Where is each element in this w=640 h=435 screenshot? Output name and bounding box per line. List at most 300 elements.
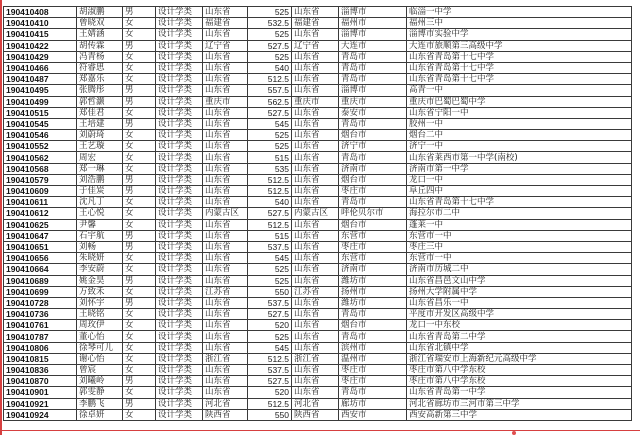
score-cell: 532.5 (248, 18, 292, 29)
student-id-cell: 190410651 (4, 241, 77, 252)
score-cell: 525 (248, 51, 292, 62)
name-cell: 刘畅 (77, 241, 123, 252)
gender-cell: 女 (123, 141, 156, 152)
gender-cell: 女 (123, 74, 156, 85)
student-id-cell: 190410422 (4, 40, 77, 51)
admit-province-cell: 陕西省 (292, 409, 339, 420)
table-row (4, 320, 632, 331)
admit-province-cell: 山东省 (292, 342, 339, 353)
province-cell: 内蒙古区 (203, 208, 248, 219)
province-cell: 山东省 (203, 29, 248, 40)
table-row (4, 163, 632, 174)
table-row (4, 96, 632, 107)
major-cell: 设计学类 (156, 18, 203, 29)
major-cell: 设计学类 (156, 331, 203, 342)
city-cell: 青岛市 (339, 74, 407, 85)
school-cell: 枣庄三中 (407, 241, 632, 252)
province-cell: 山东省 (203, 365, 248, 376)
gender-cell: 男 (123, 230, 156, 241)
score-cell: 512.5 (248, 353, 292, 364)
gender-cell: 女 (123, 387, 156, 398)
province-cell: 辽宁省 (203, 40, 248, 51)
table-row (4, 275, 632, 286)
major-cell: 设计学类 (156, 197, 203, 208)
major-cell: 设计学类 (156, 342, 203, 353)
province-cell: 山东省 (203, 241, 248, 252)
school-cell: 蓬莱一中 (407, 219, 632, 230)
student-id-cell: 190410625 (4, 219, 77, 230)
score-cell: 535 (248, 163, 292, 174)
major-cell: 设计学类 (156, 297, 203, 308)
city-cell: 枣庄市 (339, 186, 407, 197)
name-cell: 谢心怡 (77, 353, 123, 364)
major-cell: 设计学类 (156, 96, 203, 107)
score-cell: 515 (248, 152, 292, 163)
table-row (4, 331, 632, 342)
table-row (4, 365, 632, 376)
city-cell: 青岛市 (339, 51, 407, 62)
student-id-cell: 190410806 (4, 342, 77, 353)
school-cell: 山东省青岛第十七中学 (407, 197, 632, 208)
name-cell: 刘蔚琦 (77, 130, 123, 141)
city-cell: 大连市 (339, 40, 407, 51)
province-cell: 山东省 (203, 74, 248, 85)
name-cell: 曾宸 (77, 365, 123, 376)
score-cell: 527.5 (248, 208, 292, 219)
student-id-cell: 190410736 (4, 309, 77, 320)
name-cell: 刘怀宇 (77, 297, 123, 308)
score-cell: 525 (248, 130, 292, 141)
major-cell: 设计学类 (156, 241, 203, 252)
school-cell: 烟台二中 (407, 130, 632, 141)
province-cell: 山东省 (203, 376, 248, 387)
school-cell: 山东省青岛第十七中学 (407, 51, 632, 62)
name-cell: 张腾彤 (77, 85, 123, 96)
name-cell: 王婧涵 (77, 29, 123, 40)
city-cell: 枣庄市 (339, 241, 407, 252)
major-cell: 设计学类 (156, 130, 203, 141)
student-id-cell: 190410552 (4, 141, 77, 152)
school-cell: 河北省廊坊市三河市第三中学 (407, 398, 632, 409)
admit-province-cell: 山东省 (292, 118, 339, 129)
school-cell: 阜丘四中 (407, 186, 632, 197)
student-id-cell: 190410546 (4, 130, 77, 141)
province-cell: 山东省 (203, 51, 248, 62)
name-cell: 胡淑鹏 (77, 7, 123, 18)
table-row (4, 141, 632, 152)
city-cell: 青岛市 (339, 62, 407, 73)
province-cell: 山东省 (203, 174, 248, 185)
student-id-cell: 190410579 (4, 174, 77, 185)
major-cell: 设计学类 (156, 174, 203, 185)
city-cell: 济南市 (339, 163, 407, 174)
city-cell: 淄博市 (339, 29, 407, 40)
table-row (4, 230, 632, 241)
school-cell: 山东省青岛第十七中学 (407, 62, 632, 73)
student-id-cell: 190410728 (4, 297, 77, 308)
name-cell: 周宏 (77, 152, 123, 163)
province-cell: 山东省 (203, 219, 248, 230)
gender-cell: 女 (123, 208, 156, 219)
name-cell: 万致禾 (77, 286, 123, 297)
school-cell: 浙江省瑞安市上海新纪元高级中学 (407, 353, 632, 364)
city-cell: 济宁市 (339, 141, 407, 152)
admit-province-cell: 山东省 (292, 85, 339, 96)
admit-province-cell: 山东省 (292, 163, 339, 174)
student-id-cell: 190410612 (4, 208, 77, 219)
table-row (4, 208, 632, 219)
school-cell: 龙口一中 (407, 174, 632, 185)
gender-cell: 女 (123, 18, 156, 29)
table-row (4, 309, 632, 320)
student-id-cell: 190410408 (4, 7, 77, 18)
student-id-cell: 190410689 (4, 275, 77, 286)
gender-cell: 女 (123, 286, 156, 297)
gender-cell: 男 (123, 118, 156, 129)
name-cell: 冯青杨 (77, 51, 123, 62)
city-cell: 青岛市 (339, 331, 407, 342)
school-cell: 枣庄市第八中学东校 (407, 365, 632, 376)
school-cell: 大连市旅顺第三高级中学 (407, 40, 632, 51)
admit-province-cell: 重庆市 (292, 96, 339, 107)
admit-province-cell: 内蒙古区 (292, 208, 339, 219)
score-cell: 557.5 (248, 85, 292, 96)
school-cell: 山东省青岛第二中学 (407, 331, 632, 342)
table-row (4, 74, 632, 85)
province-cell: 山东省 (203, 152, 248, 163)
major-cell: 设计学类 (156, 163, 203, 174)
major-cell: 设计学类 (156, 376, 203, 387)
gender-cell: 男 (123, 275, 156, 286)
table-row (4, 118, 632, 129)
school-cell: 济宁一中 (407, 141, 632, 152)
major-cell: 设计学类 (156, 74, 203, 85)
city-cell: 滨州市 (339, 342, 407, 353)
score-cell: 512.5 (248, 174, 292, 185)
admit-province-cell: 山东省 (292, 275, 339, 286)
city-cell: 东营市 (339, 253, 407, 264)
name-cell: 刘曦岭 (77, 376, 123, 387)
city-cell: 烟台市 (339, 130, 407, 141)
admit-province-cell: 山东省 (292, 51, 339, 62)
name-cell: 姚金昊 (77, 275, 123, 286)
table-row (4, 219, 632, 230)
name-cell: 郑嘉乐 (77, 74, 123, 85)
school-cell: 重庆市巴蜀巴蜀中学 (407, 96, 632, 107)
name-cell: 徐琴可儿 (77, 342, 123, 353)
table-row (4, 241, 632, 252)
score-cell: 527.5 (248, 40, 292, 51)
major-cell: 设计学类 (156, 365, 203, 376)
major-cell: 设计学类 (156, 387, 203, 398)
major-cell: 设计学类 (156, 40, 203, 51)
gender-cell: 女 (123, 309, 156, 320)
gender-cell: 女 (123, 342, 156, 353)
gender-cell: 女 (123, 51, 156, 62)
admit-province-cell: 山东省 (292, 320, 339, 331)
city-cell: 西安市 (339, 409, 407, 420)
name-cell: 郭雯静 (77, 387, 123, 398)
admit-province-cell: 山东省 (292, 29, 339, 40)
school-cell: 海拉尔市二中 (407, 208, 632, 219)
gender-cell: 女 (123, 197, 156, 208)
table-row (4, 297, 632, 308)
city-cell: 青岛市 (339, 197, 407, 208)
gender-cell: 男 (123, 186, 156, 197)
name-cell: 李鹏飞 (77, 398, 123, 409)
province-cell: 山东省 (203, 163, 248, 174)
name-cell: 刘浩鹏 (77, 174, 123, 185)
city-cell: 青岛市 (339, 152, 407, 163)
score-cell: 512.5 (248, 219, 292, 230)
city-cell: 温州市 (339, 353, 407, 364)
major-cell: 设计学类 (156, 264, 203, 275)
major-cell: 设计学类 (156, 118, 203, 129)
score-cell: 525 (248, 29, 292, 40)
table-row (4, 398, 632, 409)
major-cell: 设计学类 (156, 186, 203, 197)
city-cell: 潍坊市 (339, 297, 407, 308)
province-cell: 陕西省 (203, 409, 248, 420)
score-cell: 525 (248, 331, 292, 342)
major-cell: 设计学类 (156, 29, 203, 40)
score-cell: 515 (248, 230, 292, 241)
table-row (4, 186, 632, 197)
school-cell: 扬州大学附属中学 (407, 286, 632, 297)
gender-cell: 女 (123, 152, 156, 163)
province-cell: 山东省 (203, 387, 248, 398)
name-cell: 胡传霖 (77, 40, 123, 51)
score-cell: 537.5 (248, 241, 292, 252)
school-cell: 高青一中 (407, 85, 632, 96)
city-cell: 福州市 (339, 18, 407, 29)
admit-province-cell: 山东省 (292, 219, 339, 230)
student-id-cell: 190410495 (4, 85, 77, 96)
gender-cell: 女 (123, 353, 156, 364)
admit-province-cell: 山东省 (292, 62, 339, 73)
score-cell: 520 (248, 387, 292, 398)
province-cell: 山东省 (203, 186, 248, 197)
name-cell: 周玫伊 (77, 320, 123, 331)
admit-province-cell: 山东省 (292, 331, 339, 342)
student-id-cell: 190410924 (4, 409, 77, 420)
student-id-cell: 190410901 (4, 387, 77, 398)
score-cell: 527.5 (248, 309, 292, 320)
name-cell: 王艺璇 (77, 141, 123, 152)
school-cell: 山东省昌乐一中 (407, 297, 632, 308)
name-cell: 王培建 (77, 118, 123, 129)
page-dot-mark (512, 431, 516, 435)
city-cell: 青岛市 (339, 309, 407, 320)
gender-cell: 女 (123, 320, 156, 331)
student-id-cell: 190410787 (4, 331, 77, 342)
city-cell: 呼伦贝尔市 (339, 208, 407, 219)
name-cell: 王晓铭 (77, 309, 123, 320)
province-cell: 山东省 (203, 230, 248, 241)
admit-province-cell: 山东省 (292, 309, 339, 320)
admit-province-cell: 辽宁省 (292, 40, 339, 51)
table-row (4, 197, 632, 208)
province-cell: 山东省 (203, 297, 248, 308)
gender-cell: 男 (123, 40, 156, 51)
table-row (4, 85, 632, 96)
student-id-cell: 190410568 (4, 163, 77, 174)
admit-province-cell: 山东省 (292, 376, 339, 387)
province-cell: 浙江省 (203, 353, 248, 364)
gender-cell: 女 (123, 253, 156, 264)
student-id-cell: 190410429 (4, 51, 77, 62)
gender-cell: 男 (123, 174, 156, 185)
city-cell: 青岛市 (339, 118, 407, 129)
school-cell: 山东省昌邑文山中学 (407, 275, 632, 286)
student-id-cell: 190410466 (4, 62, 77, 73)
gender-cell: 女 (123, 264, 156, 275)
score-cell: 545 (248, 118, 292, 129)
score-cell: 540 (248, 197, 292, 208)
school-cell: 平度市开发区高级中学 (407, 309, 632, 320)
school-cell: 西安高新第三中学 (407, 409, 632, 420)
student-id-cell: 190410647 (4, 230, 77, 241)
province-cell: 山东省 (203, 62, 248, 73)
table-row (4, 253, 632, 264)
school-cell: 临淄一中学 (407, 7, 632, 18)
admit-province-cell: 江苏省 (292, 286, 339, 297)
table-row (4, 286, 632, 297)
admit-province-cell: 山东省 (292, 230, 339, 241)
score-cell: 527.5 (248, 376, 292, 387)
admit-province-cell: 山东省 (292, 297, 339, 308)
name-cell: 曾晓双 (77, 18, 123, 29)
admit-province-cell: 山东省 (292, 253, 339, 264)
city-cell: 东营市 (339, 230, 407, 241)
score-cell: 537.5 (248, 365, 292, 376)
table-row (4, 174, 632, 185)
admit-province-cell: 山东省 (292, 141, 339, 152)
gender-cell: 男 (123, 96, 156, 107)
student-id-cell: 190410664 (4, 264, 77, 275)
score-cell: 512.5 (248, 398, 292, 409)
table-body (4, 7, 632, 421)
score-cell: 537.5 (248, 297, 292, 308)
province-cell: 重庆市 (203, 96, 248, 107)
score-cell: 545 (248, 253, 292, 264)
city-cell: 烟台市 (339, 320, 407, 331)
score-cell: 512.5 (248, 74, 292, 85)
city-cell: 泰安市 (339, 107, 407, 118)
school-cell: 淄博市实验中学 (407, 29, 632, 40)
gender-cell: 男 (123, 85, 156, 96)
gender-cell: 女 (123, 107, 156, 118)
city-cell: 济南市 (339, 264, 407, 275)
admit-province-cell: 山东省 (292, 152, 339, 163)
table-row (4, 264, 632, 275)
student-id-cell: 190410836 (4, 365, 77, 376)
name-cell: 符睿思 (77, 62, 123, 73)
table-row (4, 130, 632, 141)
city-cell: 淄博市 (339, 85, 407, 96)
major-cell: 设计学类 (156, 85, 203, 96)
score-cell: 525 (248, 275, 292, 286)
city-cell: 廊坊市 (339, 398, 407, 409)
gender-cell: 女 (123, 409, 156, 420)
name-cell: 于佳炭 (77, 186, 123, 197)
province-cell: 山东省 (203, 7, 248, 18)
score-cell: 525 (248, 141, 292, 152)
gender-cell: 女 (123, 365, 156, 376)
gender-cell: 女 (123, 331, 156, 342)
score-cell: 527.5 (248, 107, 292, 118)
student-id-cell: 190410609 (4, 186, 77, 197)
province-cell: 山东省 (203, 331, 248, 342)
table-row (4, 376, 632, 387)
table-row (4, 7, 632, 18)
page-left-border (0, 0, 2, 435)
province-cell: 山东省 (203, 130, 248, 141)
score-cell: 562.5 (248, 96, 292, 107)
school-cell: 山东省莱西市第一中学(南校) (407, 152, 632, 163)
major-cell: 设计学类 (156, 152, 203, 163)
province-cell: 山东省 (203, 309, 248, 320)
province-cell: 山东省 (203, 275, 248, 286)
name-cell: 石宇航 (77, 230, 123, 241)
table-row (4, 51, 632, 62)
admit-province-cell: 山东省 (292, 197, 339, 208)
student-id-cell: 190410562 (4, 152, 77, 163)
province-cell: 山东省 (203, 342, 248, 353)
province-cell: 山东省 (203, 253, 248, 264)
school-cell: 福州三中 (407, 18, 632, 29)
gender-cell: 男 (123, 297, 156, 308)
admit-province-cell: 山东省 (292, 186, 339, 197)
gender-cell: 女 (123, 219, 156, 230)
score-cell: 512.5 (248, 186, 292, 197)
score-cell: 545 (248, 342, 292, 353)
name-cell: 王心悦 (77, 208, 123, 219)
score-cell: 540 (248, 62, 292, 73)
table-row (4, 18, 632, 29)
name-cell: 徐卓妍 (77, 409, 123, 420)
major-cell: 设计学类 (156, 275, 203, 286)
gender-cell: 女 (123, 163, 156, 174)
table-row (4, 409, 632, 420)
gender-cell: 女 (123, 62, 156, 73)
student-id-cell: 190410410 (4, 18, 77, 29)
major-cell: 设计学类 (156, 309, 203, 320)
major-cell: 设计学类 (156, 409, 203, 420)
score-cell: 525 (248, 264, 292, 275)
student-id-cell: 190410656 (4, 253, 77, 264)
student-id-cell: 190410487 (4, 74, 77, 85)
table-row (4, 62, 632, 73)
city-cell: 青岛市 (339, 387, 407, 398)
admit-province-cell: 山东省 (292, 174, 339, 185)
school-cell: 东营市一中 (407, 253, 632, 264)
gender-cell: 男 (123, 398, 156, 409)
city-cell: 淄博市 (339, 7, 407, 18)
school-cell: 枣庄市第八中学东校 (407, 376, 632, 387)
admit-province-cell: 山东省 (292, 264, 339, 275)
table-row (4, 152, 632, 163)
student-id-cell: 190410699 (4, 286, 77, 297)
school-cell: 山东省宁阳一中 (407, 107, 632, 118)
school-cell: 胶州一中 (407, 118, 632, 129)
school-cell: 济南市历城二中 (407, 264, 632, 275)
name-cell: 董心怡 (77, 331, 123, 342)
name-cell: 朱晓妍 (77, 253, 123, 264)
school-cell: 山东省青岛第一中学 (407, 387, 632, 398)
gender-cell: 男 (123, 7, 156, 18)
major-cell: 设计学类 (156, 7, 203, 18)
